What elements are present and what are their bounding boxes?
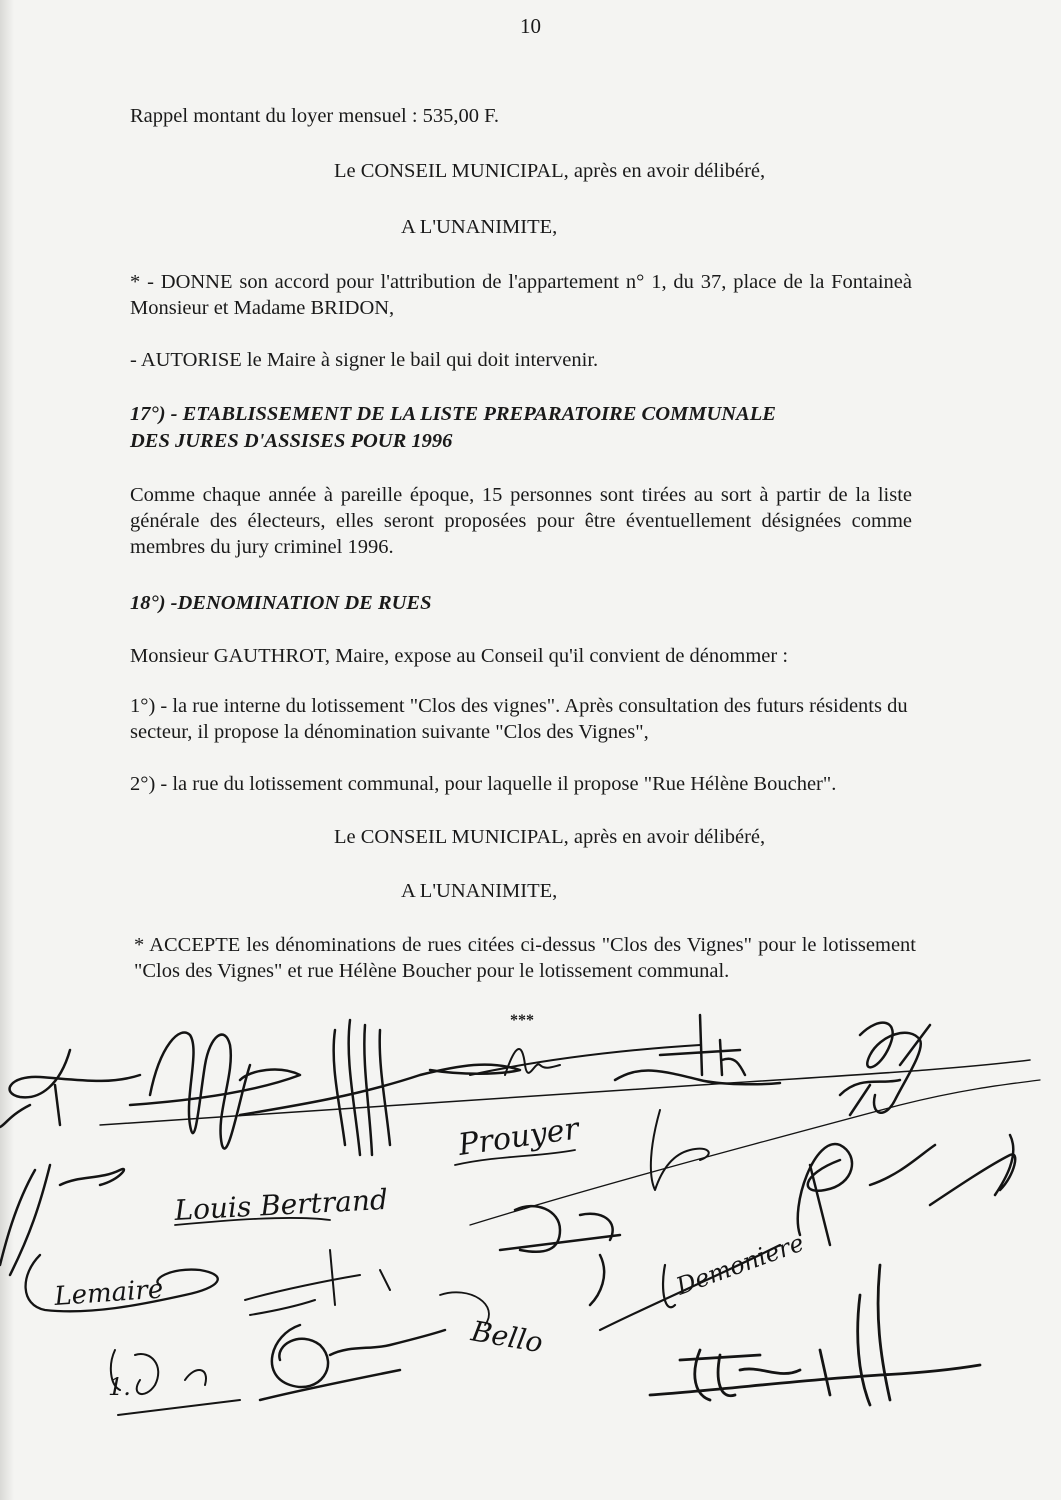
signature-bello: Bello [468,1314,546,1360]
signatures-block [0,1005,1061,1485]
signature-4 [470,1045,700,1075]
signature-10 [245,1250,390,1315]
council-deliberation-1: Le CONSEIL MUNICIPAL, après en avoir délibéré, [334,160,766,182]
signature-7 [651,1110,709,1190]
signature-8 [798,1135,1015,1245]
street-item-2: 2°) - la rue du lotissement communal, pour laquelle il propose "Rue Hélène Boucher". [130,773,837,795]
signature-lemaire: Lemaire [53,1274,165,1312]
mayor-statement: Monsieur GAUTHROT, Maire, expose au Conseil qu'il convient de dénommer : [130,645,789,667]
section-17-title-line1: 17°) - ETABLISSEMENT DE LA LISTE PREPARATOIRE COMMUNALE [130,403,776,425]
page-number: 10 [520,14,541,38]
signature-11 [500,1206,620,1305]
unanimity-1: A L'UNANIMITE, [401,216,558,238]
signature-1 [0,1050,140,1127]
separator-stars: *** [510,1012,534,1029]
section-17-title-line2: DES JURES D'ASSISES POUR 1996 [130,430,453,452]
signature-2 [130,1033,300,1149]
unanimity-2: A L'UNANIMITE, [401,880,558,902]
signature-9 [0,1165,124,1275]
jury-list-paragraph: Comme chaque année à pareille époque, 15 personnes sont tirées au sort à partir de la liste générale des électeurs, elles seront proposées pour être éventuellement désignées comme membres du jury criminel 1996. [130,484,912,558]
rent-reminder: Rappel montant du loyer mensuel : 535,00 F. [130,105,500,127]
decision-apartment: * - DONNE son accord pour l'attribution de l'appartement n° 1, du 37, place de la Fontaineà Monsieur et Madame BRIDON, [130,271,912,319]
signature-louis-bertrand: Louis Bertrand [173,1182,389,1227]
signature-initial-i: 1. [108,1373,131,1401]
decision-authorize-lease: - AUTORISE le Maire à signer le bail qui doit intervenir. [130,349,599,371]
signature-13 [260,1325,445,1400]
section-18-title: 18°) -DENOMINATION DE RUES [130,592,432,614]
handwritten-signatures-icon [0,1005,1061,1485]
signature-prouyer: Prouyer [456,1111,581,1163]
street-item-1: 1°) - la rue interne du lotissement "Clos des vignes". Après consultation des futurs résidents du secteur, il propose la dénomination suivante "Clos des Vignes", [130,695,908,743]
council-deliberation-2: Le CONSEIL MUNICIPAL, après en avoir délibéré, [334,826,766,848]
decision-accept-names: * ACCEPTE les dénominations de rues citées ci-dessus "Clos des Vignes" pour le lotissement "Clos des Vignes" et rue Hélène Boucher pour le lotissement communal. [134,934,916,982]
signature-demoniere: Demoniere [672,1228,808,1301]
